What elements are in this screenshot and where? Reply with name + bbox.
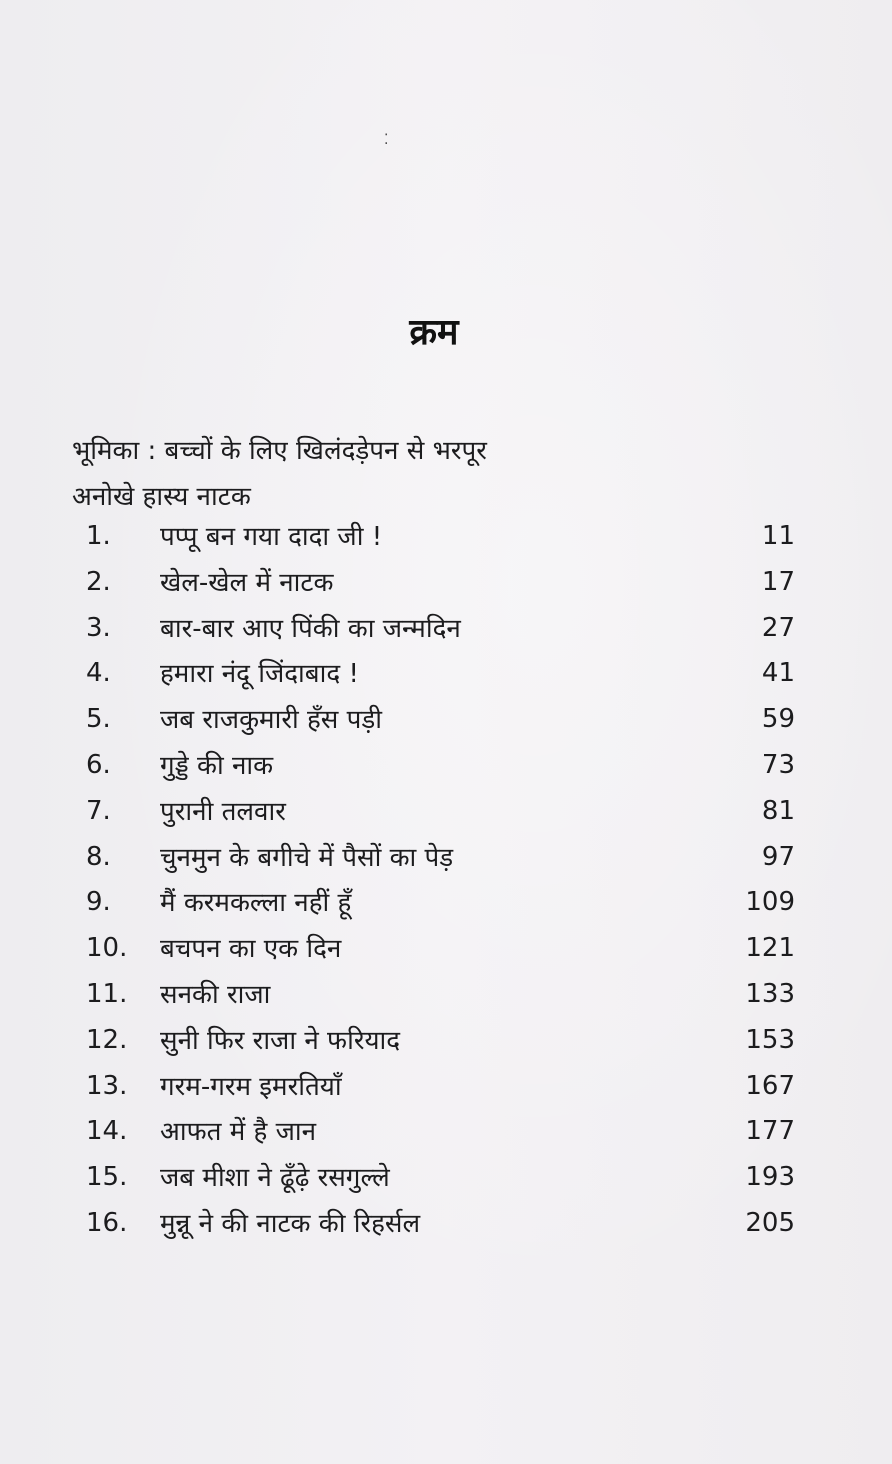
- toc-number: 3.: [86, 612, 111, 643]
- toc-row: [0, 652, 892, 698]
- toc-page-number: 41: [761, 658, 795, 689]
- toc-title: गुड्डे की नाक: [160, 750, 274, 781]
- toc-row: [0, 744, 892, 790]
- toc-page-number: 59: [761, 704, 795, 735]
- toc-title: आफत में है जान: [160, 1117, 317, 1148]
- toc-page-number: 177: [745, 1116, 795, 1147]
- toc-page-number: 193: [745, 1162, 795, 1193]
- toc-row: [0, 881, 892, 927]
- toc-number: 10.: [86, 933, 128, 964]
- preface-entry: [72, 428, 632, 520]
- toc-page-number: 133: [745, 978, 795, 1009]
- toc-page-number: 167: [745, 1070, 795, 1101]
- toc-row: [0, 927, 892, 973]
- toc-title: हमारा नंदू जिंदाबाद !: [160, 659, 359, 690]
- toc-row: [0, 836, 892, 882]
- toc-number: 4.: [86, 658, 111, 689]
- toc-number: 6.: [86, 749, 111, 780]
- toc-page-number: 153: [745, 1024, 795, 1055]
- toc-number: 11.: [86, 978, 128, 1009]
- toc-number: 13.: [86, 1070, 128, 1101]
- toc-page-number: 109: [745, 887, 795, 918]
- toc-page-number: 11: [761, 521, 795, 551]
- toc-title: सुनी फिर राजा ने फरियाद: [160, 1025, 401, 1056]
- toc-row: [0, 1065, 892, 1111]
- toc-page-number: 73: [761, 749, 795, 780]
- toc-title: गरम-गरम इमरतियाँ: [160, 1071, 342, 1102]
- preface-line-2: अनोखे हास्य नाटक: [72, 482, 251, 512]
- toc-title: सनकी राजा: [160, 979, 271, 1010]
- toc-number: 15.: [86, 1162, 128, 1193]
- toc-page-number: 81: [761, 795, 795, 826]
- toc-row: [0, 1110, 892, 1156]
- toc-title: बचपन का एक दिन: [160, 934, 342, 965]
- toc-number: 9.: [86, 887, 111, 918]
- toc-row: [0, 515, 892, 561]
- toc-title: मुन्नू ने की नाटक की रिहर्सल: [160, 1208, 421, 1239]
- preface-line-1: भूमिका : बच्चों के लिए खिलंदड़ेपन से भरपूर: [72, 436, 487, 466]
- toc-number: 1.: [86, 521, 111, 551]
- toc-number: 8.: [86, 841, 111, 872]
- toc-page-number: 17: [761, 566, 795, 597]
- toc-page-number: 27: [761, 612, 795, 643]
- toc-title: मैं करमकल्ला नहीं हूँ: [160, 888, 352, 919]
- toc-number: 16.: [86, 1207, 128, 1238]
- toc-title: जब राजकुमारी हँस पड़ी: [160, 705, 383, 736]
- table-of-contents: [0, 515, 892, 1248]
- toc-page-number: 121: [745, 933, 795, 964]
- toc-number: 5.: [86, 704, 111, 735]
- toc-row: [0, 790, 892, 836]
- toc-row: [0, 1202, 892, 1248]
- toc-title: चुनमुन के बगीचे में पैसों का पेड़: [160, 842, 454, 873]
- toc-number: 14.: [86, 1116, 128, 1147]
- page-title: क्रम: [409, 312, 459, 353]
- toc-title: पुरानी तलवार: [160, 796, 286, 827]
- toc-title: खेल-खेल में नाटक: [160, 567, 334, 598]
- page-speck: ⁚: [384, 132, 390, 148]
- toc-page-number: 97: [761, 841, 795, 872]
- toc-page-number: 205: [745, 1207, 795, 1238]
- toc-row: [0, 1019, 892, 1065]
- toc-row: [0, 1156, 892, 1202]
- toc-row: [0, 607, 892, 653]
- toc-number: 12.: [86, 1024, 128, 1055]
- toc-title: पप्पू बन गया दादा जी !: [160, 522, 383, 552]
- toc-title: बार-बार आए पिंकी का जन्मदिन: [160, 613, 461, 644]
- toc-row: [0, 973, 892, 1019]
- toc-number: 2.: [86, 566, 111, 597]
- toc-title: जब मीशा ने ढूँढ़े रसगुल्ले: [160, 1163, 390, 1194]
- toc-number: 7.: [86, 795, 111, 826]
- toc-row: [0, 561, 892, 607]
- toc-row: [0, 698, 892, 744]
